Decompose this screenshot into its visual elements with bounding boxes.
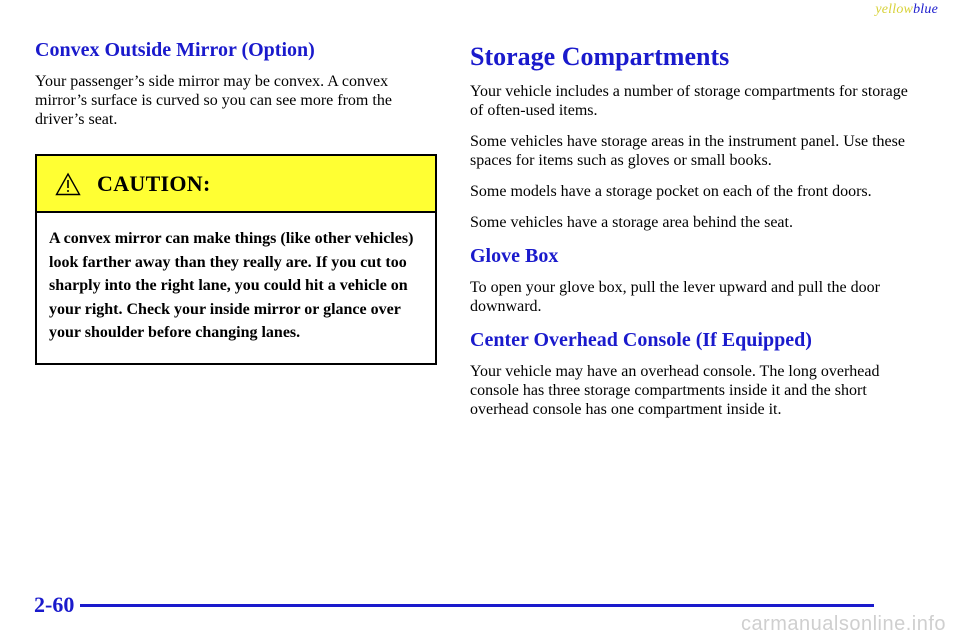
caution-header	[37, 156, 435, 213]
color-tag	[875, 2, 938, 18]
storage-paragraph-1: Your vehicle includes a number of storage compartments for storage of often‑used items.	[470, 83, 908, 119]
mirror-heading: Convex Outside Mirror (Option)	[35, 39, 315, 61]
caution-body: A convex mirror can make things (like other vehicles) look farther away than they really are. If you cut too sharply into the right lane, you could hit a vehicle on your right. Check your inside mirror or glance over your shoulder before changing lanes.	[49, 230, 414, 341]
glove-box-paragraph: To open your glove box, pull the lever upward and pull the door downward.	[470, 279, 880, 315]
right-column	[470, 38, 910, 431]
caution-box	[35, 154, 437, 365]
watermark: carmanualsonline.info	[740, 613, 946, 635]
storage-title: Storage Compartments	[470, 42, 730, 71]
glove-box-heading: Glove Box	[470, 245, 559, 267]
color-tag-yellow: yellow	[875, 2, 914, 17]
caution-title: CAUTION:	[97, 170, 211, 196]
page-number: 2-60	[34, 592, 75, 617]
mirror-paragraph: Your passenger’s side mirror may be convex. A convex mirror’s surface is curved so you can see more from the driver’s seat.	[35, 73, 392, 128]
warning-triangle-icon	[55, 172, 81, 196]
console-paragraph: Your vehicle may have an overhead console. The long overhead console has three storage compartments inside it and the short overhead console has one compartment inside it.	[470, 363, 880, 418]
console-heading: Center Overhead Console (If Equipped)	[470, 329, 812, 351]
storage-paragraph-2: Some vehicles have storage areas in the instrument panel. Use these spaces for items such as gloves or small books.	[470, 133, 905, 169]
storage-paragraph-3: Some models have a storage pocket on each of the front doors.	[470, 183, 872, 200]
color-tag-blue: blue	[913, 2, 938, 17]
footer-rule	[80, 604, 874, 607]
storage-paragraph-4: Some vehicles have a storage area behind the seat.	[470, 214, 793, 231]
left-column	[35, 38, 441, 365]
